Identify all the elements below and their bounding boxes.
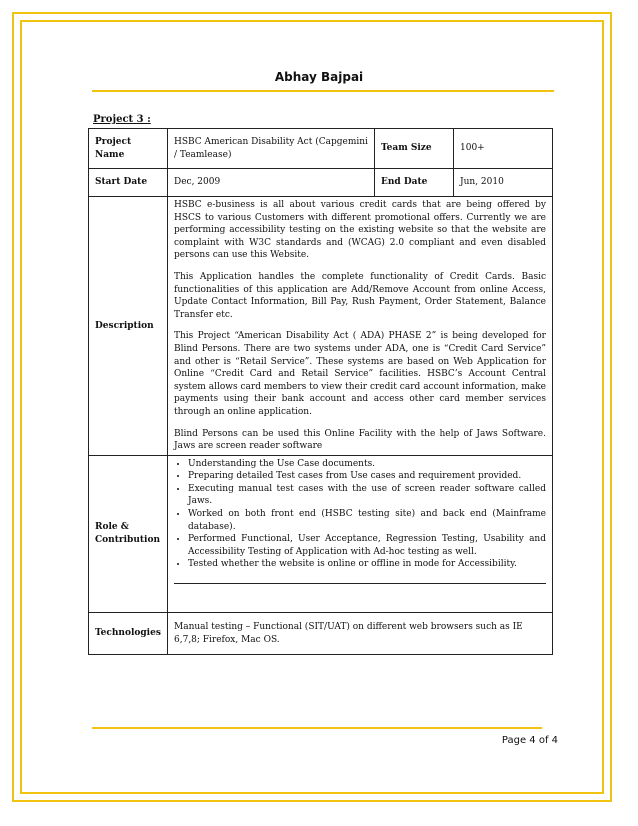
table-row — [89, 197, 553, 456]
description-paragraph: This Project “American Disability Act ( ADA) PHASE 2” is being developed for Blind Persons. There are two systems under ADA, one is “Credit Card Service” and other is “Retail Service”. These systems are based on Web Application for Online “Credit Card and Retail Service” facilities. HSBC’s Account Central system allows card members to view their credit card account information, make payments using their bank account and access other card member services through an online application. — [174, 331, 546, 417]
list-item: • Performed Functional, User Acceptance, Regression Testing, Usability and Accessibility Testing of Application with Ad-hoc testing as well. — [188, 533, 546, 558]
description-cell — [168, 197, 553, 456]
table-row — [89, 455, 553, 612]
project-table — [88, 128, 553, 655]
footer-divider — [92, 727, 542, 729]
table-row — [89, 129, 553, 169]
table-row — [89, 613, 553, 655]
table-row — [89, 169, 553, 197]
role-contribution-cell — [168, 455, 553, 612]
project-name-label: Project Name — [89, 129, 168, 169]
team-size-label: Team Size — [375, 129, 454, 169]
list-item: • Tested whether the website is online or offline in mode for Accessibility. — [188, 558, 546, 571]
roles-list — [174, 458, 546, 571]
technologies-label: Technologies — [89, 613, 168, 655]
header-divider — [92, 90, 554, 92]
role-contribution-label: Role & Contribution — [89, 455, 168, 612]
end-date-label: End Date — [375, 169, 454, 197]
page-number: Page 4 of 4 — [501, 735, 558, 746]
resume-owner-name: Abhay Bajpai — [274, 70, 364, 84]
end-date-value: Jun, 2010 — [454, 169, 553, 197]
technologies-value: Manual testing – Functional (SIT/UAT) on different web browsers such as IE 6,7,8; Firefox, Mac OS. — [168, 613, 553, 655]
description-paragraph: HSBC e-business is all about various credit cards that are being offered by HSCS to various Customers with different promotional offers. Currently we are performing accessibility testing on the existing website so that the website are complaint with W3C standards and (WCAG) 2.0 compliant and even disabled persons can use this Website. — [174, 200, 546, 261]
team-size-value: 100+ — [454, 129, 553, 169]
roles-divider — [174, 583, 546, 610]
list-item: • Worked on both front end (HSBC testing site) and back end (Mainframe database). — [188, 508, 546, 533]
project-heading: Project 3 : — [93, 114, 151, 125]
list-item: • Preparing detailed Test cases from Use cases and requirement provided. — [188, 470, 546, 483]
list-item: • Executing manual test cases with the use of screen reader software called Jaws. — [188, 483, 546, 508]
description-paragraph: Blind Persons can be used this Online Facility with the help of Jaws Software. Jaws are screen reader software — [174, 428, 546, 452]
project-name-value: HSBC American Disability Act (Capgemini / Teamlease) — [168, 129, 375, 169]
start-date-label: Start Date — [89, 169, 168, 197]
start-date-value: Dec, 2009 — [168, 169, 375, 197]
description-label: Description — [89, 197, 168, 456]
list-item: • Understanding the Use Case documents. — [188, 458, 546, 471]
description-paragraph: This Application handles the complete functionality of Credit Cards. Basic functionalities of this application are Add/Remove Account from online Access, Update Contact Information, Bill Pay, Rush Payment, Order Statement, Balance Transfer etc. — [174, 271, 546, 320]
